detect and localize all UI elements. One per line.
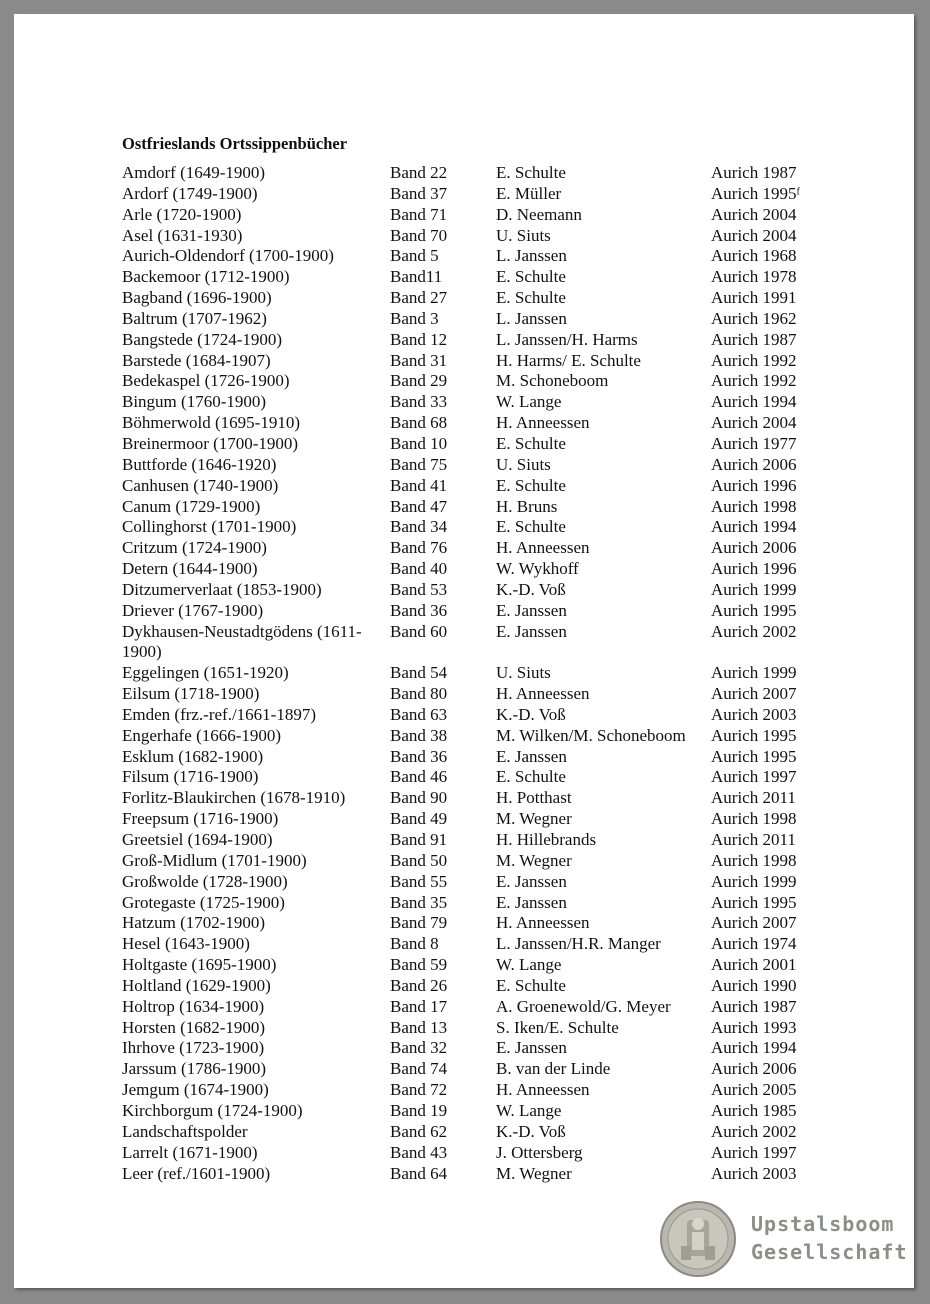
author-name: E. Janssen [496, 621, 567, 641]
register-row [122, 1143, 862, 1164]
publication-info: Aurich 1999 [711, 663, 797, 683]
place-name: Groß-Midlum (1701-1900) [122, 850, 307, 870]
band-number: Band 46 [390, 767, 448, 787]
publication-info: Aurich 1995 [711, 746, 797, 766]
place-name: Ihrhove (1723-1900) [122, 1038, 265, 1058]
author-name: U. Siuts [496, 225, 551, 245]
place-name: Bangstede (1724-1900) [122, 329, 283, 349]
register-row [122, 371, 862, 392]
place-name: Leer (ref./1601-1900) [122, 1163, 271, 1183]
publication-info: Aurich 1993 [711, 1017, 797, 1037]
place-name: Emden (frz.-ref./1661-1897) [122, 704, 317, 724]
band-number: Band 74 [390, 1059, 448, 1079]
band-number: Band 36 [390, 746, 448, 766]
publication-info: Aurich 2003 [711, 704, 797, 724]
author-name: U. Siuts [496, 663, 551, 683]
author-name: K.-D. Voß [496, 704, 566, 724]
place-name: Forlitz-Blaukirchen (1678-1910) [122, 788, 346, 808]
register-row [122, 934, 862, 955]
place-name: Canum (1729-1900) [122, 496, 261, 516]
author-name: H. Bruns [496, 496, 558, 516]
publication-info: Aurich 1987 [711, 996, 797, 1016]
place-name: Eggelingen (1651-1920) [122, 663, 289, 683]
band-number: Band 13 [390, 1017, 448, 1037]
place-name: Filsum (1716-1900) [122, 767, 259, 787]
publication-info: Aurich 2004 [711, 204, 797, 224]
seal-icon [659, 1200, 737, 1278]
band-number: Band 35 [390, 892, 448, 912]
author-name: W. Lange [496, 955, 562, 975]
register-row [122, 309, 862, 330]
publication-info: Aurich 1998 [711, 809, 797, 829]
publication-info: Aurich 2004 [711, 413, 797, 433]
band-number: Band 17 [390, 996, 448, 1016]
author-name: E. Schulte [496, 975, 566, 995]
register-row [122, 601, 862, 622]
place-name: Backemoor (1712-1900) [122, 267, 290, 287]
publication-info: Aurich 1992 [711, 350, 797, 370]
author-name: E. Schulte [496, 433, 566, 453]
register-row [122, 455, 862, 476]
author-name: E. Janssen [496, 871, 567, 891]
publication-info: Aurich 1995 [711, 725, 797, 745]
author-name: L. Janssen/H.R. Manger [496, 934, 661, 954]
author-name: U. Siuts [496, 454, 551, 474]
publication-info: Aurich 1994 [711, 517, 797, 537]
register-row [122, 559, 862, 580]
author-name: E. Schulte [496, 163, 566, 182]
register-list [122, 163, 862, 1184]
register-row [122, 351, 862, 372]
publication-info: Aurich 1992 [711, 371, 797, 391]
register-row [122, 830, 862, 851]
band-number: Band 54 [390, 663, 448, 683]
author-name: H. Hillebrands [496, 830, 597, 849]
band-number: Band 43 [390, 1142, 448, 1162]
place-name: Amdorf (1649-1900) [122, 163, 266, 182]
register-row [122, 684, 862, 705]
author-name: M. Wilken/M. Schoneboom [496, 725, 686, 745]
band-number: Band 32 [390, 1038, 448, 1058]
band-number: Band 10 [390, 433, 448, 453]
publication-info: Aurich 2006 [711, 538, 797, 558]
author-name: E. Janssen [496, 892, 567, 912]
place-name: Aurich-Oldendorf (1700-1900) [122, 246, 334, 266]
logo-text-gesellschaft: Gesellschaft [751, 1240, 908, 1264]
publication-info: Aurich 1987 [711, 163, 797, 182]
publication-info: Aurich 1999 [711, 871, 797, 891]
register-row [122, 1164, 862, 1185]
publication-info: Aurich 2007 [711, 913, 797, 933]
register-row [122, 517, 862, 538]
register-row [122, 288, 862, 309]
author-name: S. Iken/E. Schulte [496, 1017, 619, 1037]
register-row [122, 1038, 862, 1059]
place-name: Barstede (1684-1907) [122, 350, 271, 370]
band-number: Band 71 [390, 204, 448, 224]
author-name: W. Lange [496, 1100, 562, 1120]
register-row [122, 434, 862, 455]
band-number: Band 22 [390, 163, 448, 182]
band-number: Band 29 [390, 371, 448, 391]
publication-info: Aurich 1994 [711, 392, 797, 412]
author-name: M. Wegner [496, 809, 572, 829]
register-row [122, 1122, 862, 1143]
place-name: Buttforde (1646-1920) [122, 454, 277, 474]
band-number: Band 49 [390, 809, 448, 829]
publication-info: Aurich 1978 [711, 267, 797, 287]
band-number: Band 90 [390, 788, 448, 808]
publication-info: Aurich 1996 [711, 559, 797, 579]
publication-info: Aurich 1985 [711, 1100, 797, 1120]
publication-info: Aurich 1997 [711, 1142, 797, 1162]
band-number: Band 68 [390, 413, 448, 433]
publication-info: Aurich 1977 [711, 433, 797, 453]
register-row [122, 705, 862, 726]
publication-info: Aurich 1994 [711, 1038, 797, 1058]
place-name: Canhusen (1740-1900) [122, 475, 279, 495]
register-row [122, 476, 862, 497]
author-name: E. Janssen [496, 1038, 567, 1058]
register-row [122, 1018, 862, 1039]
publication-info: Aurich 2002 [711, 1121, 797, 1141]
register-row [122, 893, 862, 914]
band-number: Band 33 [390, 392, 448, 412]
place-name: Dykhausen-Neustadtgödens (1611-1900) [122, 621, 362, 662]
place-name: Driever (1767-1900) [122, 600, 264, 620]
band-number: Band 27 [390, 288, 448, 308]
society-logo [659, 1200, 919, 1280]
publication-info: Aurich 2006 [711, 1059, 797, 1079]
band-number: Band 75 [390, 454, 448, 474]
author-name: L. Janssen [496, 308, 567, 328]
register-row [122, 226, 862, 247]
publication-info: Aurich 1995 [711, 600, 797, 620]
register-row [122, 851, 862, 872]
band-number: Band 53 [390, 579, 448, 599]
author-name: D. Neemann [496, 204, 582, 224]
author-name: J. Ottersberg [496, 1142, 583, 1162]
place-name: Critzum (1724-1900) [122, 538, 267, 558]
publication-info: Aurich 1998 [711, 850, 797, 870]
place-name: Detern (1644-1900) [122, 559, 258, 579]
place-name: Baltrum (1707-1962) [122, 308, 267, 328]
publication-info: Aurich 2006 [711, 454, 797, 474]
register-row [122, 726, 862, 747]
place-name: Hatzum (1702-1900) [122, 913, 266, 933]
band-number: Band 12 [390, 329, 448, 349]
register-row [122, 330, 862, 351]
band-number: Band11 [390, 267, 443, 287]
publication-info: Aurich 1996 [711, 475, 797, 495]
publication-info: Aurich 1997 [711, 767, 797, 787]
band-number: Band 41 [390, 475, 448, 495]
author-name: E. Schulte [496, 267, 566, 287]
register-row [122, 955, 862, 976]
register-row [122, 913, 862, 934]
band-number: Band 59 [390, 955, 448, 975]
publication-info: Aurich 1995 [711, 892, 797, 912]
author-name: M. Schoneboom [496, 371, 609, 391]
band-number: Band 38 [390, 725, 448, 745]
author-name: L. Janssen [496, 246, 567, 266]
band-number: Band 76 [390, 538, 448, 558]
place-name: Larrelt (1671-1900) [122, 1142, 258, 1162]
publication-info: Aurich 1999 [711, 579, 797, 599]
publication-info: Aurich 1968 [711, 246, 797, 266]
author-name: H. Anneessen [496, 413, 590, 433]
register-row [122, 205, 862, 226]
place-name: Esklum (1682-1900) [122, 746, 264, 766]
register-row [122, 767, 862, 788]
register-row [122, 1101, 862, 1122]
band-number: Band 26 [390, 975, 448, 995]
author-name: H. Anneessen [496, 1080, 590, 1100]
place-name: Landschaftspolder [122, 1121, 248, 1141]
place-name: Jarssum (1786-1900) [122, 1059, 267, 1079]
place-name: Ardorf (1749-1900) [122, 183, 258, 203]
band-number: Band 91 [390, 830, 448, 849]
author-name: H. Anneessen [496, 684, 590, 704]
register-row [122, 1059, 862, 1080]
register-row [122, 622, 862, 664]
register-row [122, 580, 862, 601]
band-number: Band 40 [390, 559, 448, 579]
author-name: E. Schulte [496, 767, 566, 787]
publication-info: Aurich 1995ᶠ [711, 183, 801, 203]
register-row [122, 184, 862, 205]
place-name: Asel (1631-1930) [122, 225, 243, 245]
author-name: H. Harms/ E. Schulte [496, 350, 641, 370]
author-name: W. Wykhoff [496, 559, 579, 579]
author-name: K.-D. Voß [496, 1121, 566, 1141]
author-name: M. Wegner [496, 850, 572, 870]
place-name: Jemgum (1674-1900) [122, 1080, 269, 1100]
publication-info: Aurich 1962 [711, 308, 797, 328]
publication-info: Aurich 1990 [711, 975, 797, 995]
publication-info: Aurich 1991 [711, 288, 797, 308]
register-row [122, 997, 862, 1018]
author-name: A. Groenewold/G. Meyer [496, 996, 671, 1016]
place-name: Holtrop (1634-1900) [122, 996, 265, 1016]
place-name: Engerhafe (1666-1900) [122, 725, 282, 745]
register-row [122, 747, 862, 768]
register-row [122, 788, 862, 809]
place-name: Arle (1720-1900) [122, 204, 242, 224]
place-name: Grotegaste (1725-1900) [122, 892, 285, 912]
author-name: H. Anneessen [496, 913, 590, 933]
band-number: Band 63 [390, 704, 448, 724]
author-name: L. Janssen/H. Harms [496, 329, 638, 349]
place-name: Greetsiel (1694-1900) [122, 830, 273, 849]
place-name: Holtland (1629-1900) [122, 975, 271, 995]
place-name: Großwolde (1728-1900) [122, 871, 288, 891]
page-title: Ostfrieslands Ortssippenbücher [122, 134, 348, 153]
register-row [122, 976, 862, 997]
place-name: Bedekaspel (1726-1900) [122, 371, 290, 391]
place-name: Hesel (1643-1900) [122, 934, 250, 954]
place-name: Holtgaste (1695-1900) [122, 955, 277, 975]
register-row [122, 809, 862, 830]
place-name: Eilsum (1718-1900) [122, 684, 260, 704]
author-name: H. Anneessen [496, 538, 590, 558]
place-name: Böhmerwold (1695-1910) [122, 413, 301, 433]
register-row [122, 1080, 862, 1101]
register-row [122, 663, 862, 684]
author-name: E. Schulte [496, 288, 566, 308]
author-name: B. van der Linde [496, 1059, 611, 1079]
band-number: Band 79 [390, 913, 448, 933]
author-name: E. Janssen [496, 600, 567, 620]
publication-info: Aurich 2004 [711, 225, 797, 245]
band-number: Band 34 [390, 517, 448, 537]
band-number: Band 70 [390, 225, 448, 245]
author-name: H. Potthast [496, 788, 572, 808]
band-number: Band 3 [390, 308, 439, 328]
register-row [122, 413, 862, 434]
register-row [122, 267, 862, 288]
register-row [122, 246, 862, 267]
author-name: E. Schulte [496, 475, 566, 495]
band-number: Band 64 [390, 1163, 448, 1183]
publication-info: Aurich 2003 [711, 1163, 797, 1183]
place-name: Breinermoor (1700-1900) [122, 433, 299, 453]
author-name: K.-D. Voß [496, 579, 566, 599]
register-row [122, 392, 862, 413]
logo-text-upstalsboom: Upstalsboom [751, 1212, 895, 1236]
author-name: E. Schulte [496, 517, 566, 537]
place-name: Bagband (1696-1900) [122, 288, 272, 308]
register-row [122, 872, 862, 893]
band-number: Band 72 [390, 1080, 448, 1100]
band-number: Band 47 [390, 496, 448, 516]
band-number: Band 50 [390, 850, 448, 870]
register-row [122, 497, 862, 518]
place-name: Horsten (1682-1900) [122, 1017, 266, 1037]
place-name: Freepsum (1716-1900) [122, 809, 279, 829]
publication-info: Aurich 2011 [711, 788, 796, 808]
band-number: Band 80 [390, 684, 448, 704]
publication-info: Aurich 2001 [711, 955, 797, 975]
place-name: Kirchborgum (1724-1900) [122, 1100, 303, 1120]
publication-info: Aurich 1987 [711, 329, 797, 349]
band-number: Band 8 [390, 934, 439, 954]
band-number: Band 60 [390, 621, 448, 641]
author-name: E. Janssen [496, 746, 567, 766]
band-number: Band 62 [390, 1121, 448, 1141]
publication-info: Aurich 1974 [711, 934, 797, 954]
register-row [122, 538, 862, 559]
author-name: M. Wegner [496, 1163, 572, 1183]
register-row [122, 163, 862, 184]
place-name: Bingum (1760-1900) [122, 392, 267, 412]
publication-info: Aurich 2011 [711, 830, 796, 849]
document-page [14, 14, 914, 1288]
band-number: Band 19 [390, 1100, 448, 1120]
band-number: Band 36 [390, 600, 448, 620]
place-name: Collinghorst (1701-1900) [122, 517, 297, 537]
publication-info: Aurich 2005 [711, 1080, 797, 1100]
author-name: W. Lange [496, 392, 562, 412]
band-number: Band 37 [390, 183, 448, 203]
publication-info: Aurich 1998 [711, 496, 797, 516]
publication-info: Aurich 2002 [711, 621, 797, 641]
band-number: Band 5 [390, 246, 439, 266]
publication-info: Aurich 2007 [711, 684, 797, 704]
band-number: Band 31 [390, 350, 448, 370]
author-name: E. Müller [496, 183, 562, 203]
place-name: Ditzumerverlaat (1853-1900) [122, 579, 322, 599]
band-number: Band 55 [390, 871, 448, 891]
